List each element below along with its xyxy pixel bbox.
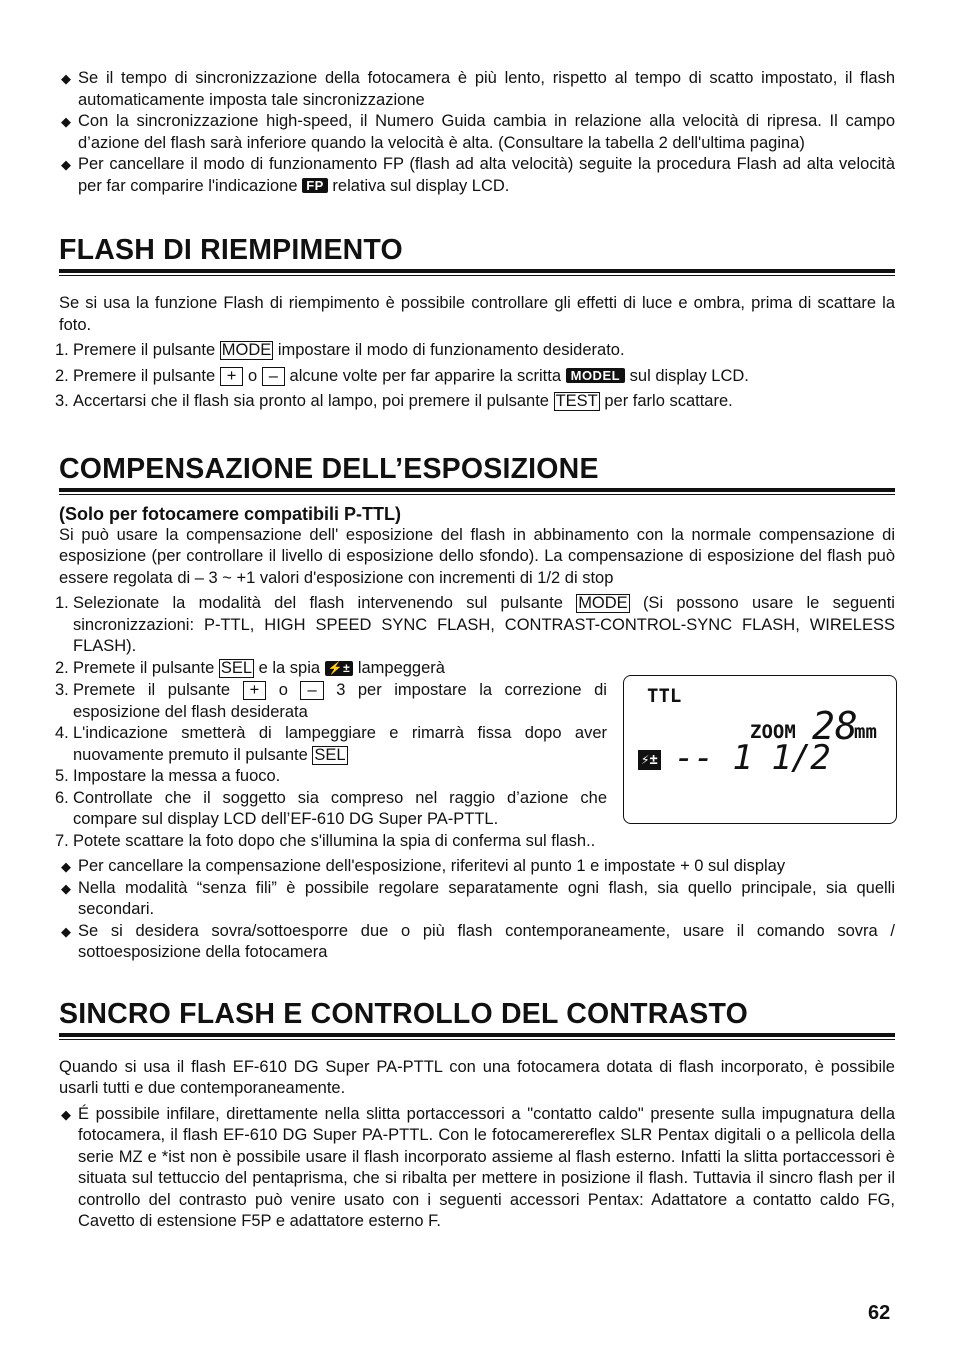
section1-step-2: 2. Premere il pulsante + o – alcune volte per far apparire la scritta MODEL sul display LCD. bbox=[55, 366, 749, 385]
section2-bullet-3: ◆ Se si desidera sovra/sottoesporre due o più flash contemporaneamente, usare il comando sovra / sottoesposizione della fotocamera bbox=[61, 921, 895, 961]
lcd-flash-compensation-icon: ⚡± bbox=[638, 750, 661, 770]
lcd-compensation-value: -- 1 1/2 bbox=[674, 738, 830, 778]
intro-bullet-2: ◆ Con la sincronizzazione high-speed, il Numero Guida cambia in relazione alla velocità di ripresa. Il campo d’azione del flash sarà inferiore quando la velocità è alta. (Consultare la tabella 2 dell'ultima pagina) bbox=[61, 112, 895, 152]
section3-intro: Quando si usa il flash EF-610 DG Super PA-PTTL con una fotocamera dotata di flash incorporato, è possibile usarli tutti e due contemporaneamente. bbox=[59, 1057, 895, 1097]
lcd-zoom-label: ZOOM bbox=[750, 721, 796, 743]
section1-intro: Se si usa la funzione Flash di riempimento è possibile controllare gli effetti di luce e ombra, prima di scattare la foto. bbox=[59, 294, 895, 334]
mode-button-label: MODE bbox=[221, 341, 272, 359]
section3-bullet: ◆ É possibile infilare, direttamente nella slitta portaccessori a "contatto caldo" presente sulla impugnatura della fotocamera, il flash EF-610 DG Super PA-PTTL. Con le fotocamerereflex SLR Pentax digitali o a pellicola della serie MZ e *ist non è possibile usare il flash incorporato assieme al flash esterno. Infatti la slitta portaccessori è situata sul tettuccio del pentaprisma, che si ribalta per mettere in posizione il flash. Tuttavia il sincro flash per il controllo del contrasto può venire usato con i seguenti accessori Pentax: Adattatore a contatto caldo FG, Cavetto di estensione F5P e adattatore esterno F. bbox=[61, 1104, 895, 1230]
minus-button-label: – bbox=[300, 681, 323, 700]
diamond-bullet-icon: ◆ bbox=[61, 880, 71, 896]
section2-subtitle: (Solo per fotocamere compatibili P-TTL) bbox=[59, 503, 402, 524]
diamond-bullet-icon: ◆ bbox=[61, 114, 71, 129]
section2-step-2: 2. Premete il pulsante SEL e la spia ⚡± lampeggerà bbox=[55, 658, 445, 677]
intro-bullet-3: ◆ Per cancellare il modo di funzionamento FP (flash ad alta velocità) seguite la procedura Flash ad alta velocità per far comparire l'indicazione FP relativa sul display LCD. bbox=[61, 155, 895, 195]
minus-button-label: – bbox=[262, 367, 285, 386]
lcd-display bbox=[623, 675, 897, 824]
plus-button-label: + bbox=[220, 367, 244, 386]
section-divider bbox=[59, 1033, 895, 1040]
section-title-fill-flash: FLASH DI RIEMPIMENTO bbox=[59, 234, 403, 266]
section2-step-1: 1. Selezionate la modalità del flash intervenendo sul pulsante MODE (Si possono usare le seguenti sincronizzazioni: P-TTL, HIGH SPEED SYNC FLASH, CONTRAST-CONTROL-SYNC FLASH, WIRELESS FLASH). bbox=[55, 594, 895, 655]
section2-step-6: 6. Controllate che il soggetto sia compreso nel raggio d’azione che compare sul display LCD dell’EF-610 DG Super PA-PTTL. bbox=[55, 788, 607, 828]
diamond-bullet-icon: ◆ bbox=[61, 157, 71, 172]
section2-step-3: 3. Premete il pulsante + o – 3 per impostare la correzione di esposizione del flash desiderata bbox=[55, 681, 607, 721]
sel-button-label: SEL bbox=[220, 658, 253, 677]
section-divider bbox=[59, 488, 895, 495]
diamond-bullet-icon: ◆ bbox=[61, 923, 71, 939]
section2-step-4: 4. L'indicazione smetterà di lampeggiare e rimarrà fissa dopo aver nuovamente premuto il pulsante SEL bbox=[55, 724, 607, 764]
page-content bbox=[55, 68, 895, 1233]
diamond-bullet-icon: ◆ bbox=[61, 1106, 71, 1122]
section1-step-1: 1. Premere il pulsante MODE impostare il modo di funzionamento desiderato. bbox=[55, 341, 625, 359]
section2-bullet-2: ◆ Nella modalità “senza fili” è possibile regolare separatamente ogni flash, sia quello principale, sia quelli secondari. bbox=[61, 878, 895, 918]
test-button-label: TEST bbox=[555, 392, 598, 410]
intro-bullet-1: ◆ Se il tempo di sincronizzazione della fotocamera è più lento, rispetto al tempo di scatto impostato, il flash automaticamente imposta tale sincronizzazione bbox=[61, 69, 895, 109]
diamond-bullet-icon: ◆ bbox=[61, 71, 71, 86]
lcd-zoom-unit: mm bbox=[854, 721, 877, 743]
section2-bullet-1: ◆ Per cancellare la compensazione dell'esposizione, riferitevi al punto 1 e impostate + 0 sul display bbox=[59, 856, 895, 878]
fp-indicator-icon: FP bbox=[302, 178, 328, 193]
section-divider bbox=[59, 269, 895, 276]
diamond-bullet-icon: ◆ bbox=[61, 859, 71, 874]
flash-compensation-icon: ⚡± bbox=[325, 661, 354, 676]
model-indicator-icon: MODEL bbox=[566, 368, 625, 383]
section1-step-3: 3. Accertarsi che il flash sia pronto al lampo, poi premere il pulsante TEST per farlo scattare. bbox=[55, 392, 733, 410]
section2-step-5: 5. Impostare la messa a fuoco. bbox=[55, 767, 281, 785]
plus-button-label: + bbox=[243, 681, 267, 700]
mode-button-label: MODE bbox=[578, 594, 628, 612]
section2-intro: Si può usare la compensazione dell' esposizione del flash in abbinamento con la normale compensazione di esposizione (per controllare il livello di esposizione dello sfondo). La compensazione di esposizione del flash può essere regolata di – 3 ~ +1 valori d'esposizione con incrementi di 1/2 di stop bbox=[59, 525, 895, 587]
lcd-zoom-value: 28 bbox=[812, 704, 858, 748]
sel-button-label: SEL bbox=[314, 745, 346, 764]
lcd-mode-ttl: TTL bbox=[647, 685, 682, 707]
page-number: 62 bbox=[868, 1302, 891, 1324]
section-title-contrast-sync: SINCRO FLASH E CONTROLLO DEL CONTRASTO bbox=[59, 997, 748, 1030]
section-title-exposure-compensation: COMPENSAZIONE DELL’ESPOSIZIONE bbox=[59, 452, 599, 485]
section2-step-7: 7. Potete scattare la foto dopo che s'illumina la spia di conferma sul flash.. bbox=[55, 831, 596, 850]
